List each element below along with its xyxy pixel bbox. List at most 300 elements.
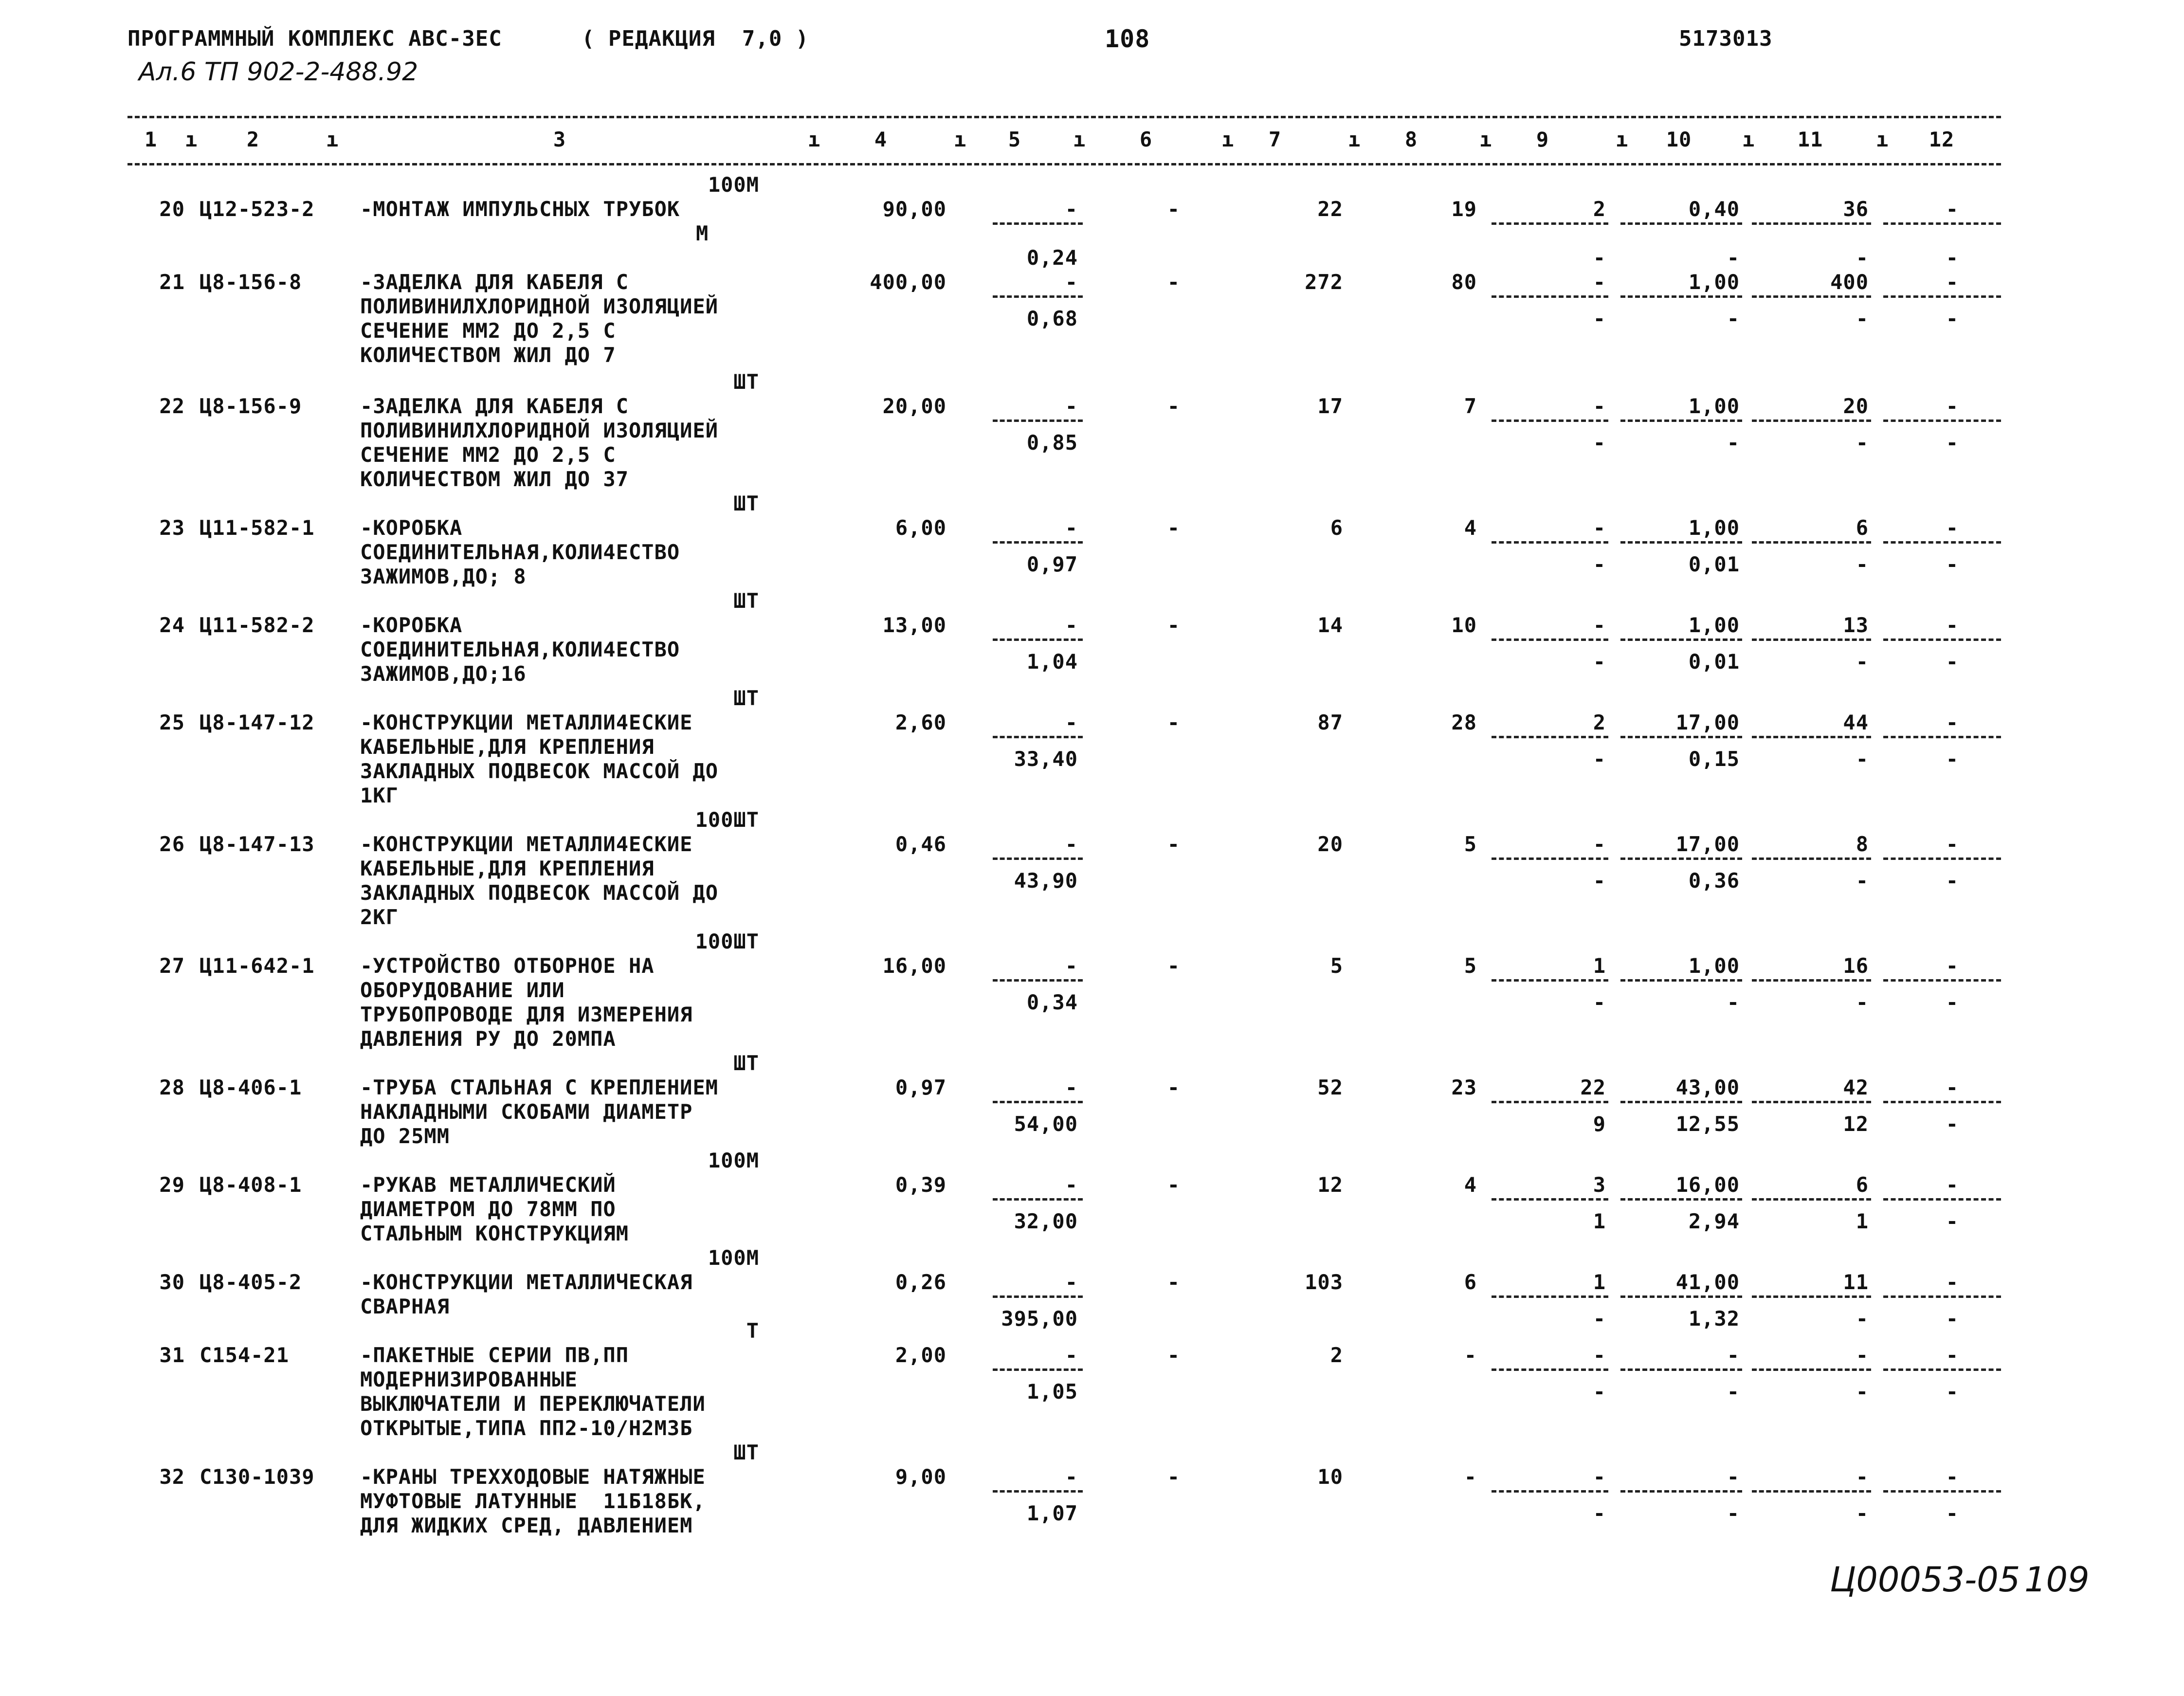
- fraction-line: [993, 1101, 1083, 1103]
- fraction-line: [1752, 295, 1871, 298]
- value-c12-bottom: -: [1946, 1380, 1959, 1404]
- row-number: 30: [159, 1270, 185, 1294]
- value-c11-bottom: -: [1856, 747, 1869, 771]
- value-c10-top: 41,00: [1675, 1270, 1740, 1294]
- value-c11-bottom: 1: [1856, 1209, 1869, 1233]
- fraction-line: [1883, 1368, 2001, 1371]
- value-c9-top: -: [1593, 832, 1606, 856]
- unit-label: ШТ: [733, 1051, 759, 1075]
- value-c5-top: -: [1065, 832, 1078, 856]
- unit-label: 100М: [708, 173, 759, 197]
- work-description: СВАРНАЯ: [360, 1295, 450, 1318]
- norm-code: Ц8-406-1: [200, 1076, 302, 1099]
- value-c8: 6: [1464, 1270, 1477, 1294]
- work-description: ДИАМЕТРОМ ДО 78ММ ПО: [360, 1197, 616, 1221]
- row-number: 27: [159, 954, 185, 978]
- value-c9-bottom: -: [1593, 650, 1606, 674]
- value-c5-bottom: 1,04: [1026, 650, 1078, 674]
- fraction-line: [1883, 857, 2001, 860]
- work-description: ДАВЛЕНИЯ РУ ДО 20МПА: [360, 1027, 616, 1051]
- fraction-line: [993, 1198, 1083, 1201]
- value-c11-bottom: -: [1856, 650, 1869, 674]
- row-number: 28: [159, 1076, 185, 1099]
- column-separator: ı: [1479, 128, 1492, 151]
- fraction-line: [1620, 1295, 1742, 1298]
- value-c10-bottom: 0,15: [1688, 747, 1740, 771]
- value-c7: 12: [1317, 1173, 1343, 1197]
- value-c11-bottom: -: [1856, 1501, 1869, 1525]
- unit-label: ШТ: [733, 370, 759, 394]
- fraction-line: [1492, 1295, 1608, 1298]
- column-header-11: 11: [1797, 128, 1823, 151]
- handwritten-reference: Ал.6 ТП 902-2-488.92: [139, 57, 419, 87]
- header-rule-bottom: [127, 163, 2001, 165]
- value-c11-top: 6: [1856, 516, 1869, 540]
- value-c9-bottom: -: [1593, 990, 1606, 1014]
- work-description: ОТКРЫТЫЕ,ТИПА ПП2-10/Н2М3Б: [360, 1416, 693, 1440]
- value-c11-bottom: -: [1856, 1307, 1869, 1331]
- unit-label: 100М: [708, 1246, 759, 1270]
- column-header-2: 2: [246, 128, 260, 151]
- value-c7: 87: [1317, 711, 1343, 734]
- column-header-8: 8: [1404, 128, 1418, 151]
- work-description: -ТРУБА СТАЛЬНАЯ С КРЕПЛЕНИЕМ: [360, 1076, 719, 1099]
- fraction-line: [993, 295, 1083, 298]
- work-description: ЗАКЛАДНЫХ ПОДВЕСОК МАССОЙ ДО: [360, 881, 719, 905]
- value-c12-top: -: [1946, 1173, 1959, 1197]
- value-c5-bottom: 54,00: [1014, 1112, 1078, 1136]
- fraction-line: [1752, 638, 1871, 641]
- value-c12-top: -: [1946, 1465, 1959, 1489]
- norm-code: Ц8-147-13: [200, 832, 315, 856]
- fraction-line: [1752, 541, 1871, 544]
- fraction-line: [1883, 1198, 2001, 1201]
- value-c11-top: 11: [1843, 1270, 1869, 1294]
- value-c12-top: -: [1946, 613, 1959, 637]
- value-c5-bottom: 395,00: [1001, 1307, 1078, 1331]
- column-header-6: 6: [1139, 128, 1153, 151]
- fraction-line: [993, 979, 1083, 982]
- value-c10-bottom: -: [1727, 1380, 1740, 1404]
- value-c5-bottom: 43,90: [1014, 869, 1078, 893]
- value-c4: 0,26: [895, 1270, 946, 1294]
- value-c8: 5: [1464, 954, 1477, 978]
- row-number: 20: [159, 197, 185, 221]
- value-c10-bottom: -: [1727, 990, 1740, 1014]
- value-c12-top: -: [1946, 1076, 1959, 1099]
- column-header-9: 9: [1536, 128, 1549, 151]
- fraction-line: [1883, 1101, 2001, 1103]
- fraction-line: [1752, 1490, 1871, 1493]
- row-number: 26: [159, 832, 185, 856]
- value-c8: 10: [1451, 613, 1477, 637]
- fraction-line: [1752, 1295, 1871, 1298]
- value-c10-bottom: 0,01: [1688, 552, 1740, 576]
- column-header-5: 5: [1008, 128, 1021, 151]
- fraction-line: [993, 419, 1083, 422]
- value-c8: -: [1464, 1343, 1477, 1367]
- value-c10-bottom: 0,36: [1688, 869, 1740, 893]
- value-c4: 6,00: [895, 516, 946, 540]
- value-c7: 52: [1317, 1076, 1343, 1099]
- row-number: 32: [159, 1465, 185, 1489]
- fraction-line: [1752, 1101, 1871, 1103]
- fraction-line: [993, 857, 1083, 860]
- value-c4: 2,00: [895, 1343, 946, 1367]
- value-c5-bottom: 1,07: [1026, 1501, 1078, 1525]
- row-number: 29: [159, 1173, 185, 1197]
- work-description: КОЛИЧЕСТВОМ ЖИЛ ДО 37: [360, 467, 629, 491]
- fraction-line: [1883, 419, 2001, 422]
- value-c6: -: [1167, 516, 1180, 540]
- header-rule-top: [127, 116, 2001, 118]
- value-c12-top: -: [1946, 516, 1959, 540]
- work-description: -КОНСТРУКЦИИ МЕТАЛЛИ4ЕСКИЕ: [360, 711, 693, 734]
- value-c9-prev: -: [1593, 246, 1606, 270]
- norm-code: С154-21: [200, 1343, 290, 1367]
- work-description: СТАЛЬНЫМ КОНСТРУКЦИЯМ: [360, 1222, 629, 1245]
- fraction-line: [1883, 979, 2001, 982]
- value-c9-bottom: -: [1593, 869, 1606, 893]
- unit-label: ШТ: [733, 589, 759, 613]
- value-c9-top: 22: [1580, 1076, 1606, 1099]
- value-c7: 20: [1317, 832, 1343, 856]
- unit-label: ШТ: [733, 492, 759, 515]
- fraction-line: [993, 736, 1083, 738]
- value-c9-top: 1: [1593, 1270, 1606, 1294]
- work-description: ПОЛИВИНИЛХЛОРИДНОЙ ИЗОЛЯЦИЕЙ: [360, 419, 719, 442]
- column-header-10: 10: [1666, 128, 1692, 151]
- value-c4: 16,00: [882, 954, 946, 978]
- fraction-line: [1752, 1368, 1871, 1371]
- value-c10-top: 0,40: [1688, 197, 1740, 221]
- value-c6: -: [1167, 197, 1180, 221]
- norm-code: Ц11-582-2: [200, 613, 315, 637]
- fraction-line: [1620, 1198, 1742, 1201]
- value-c5-bottom: 0,97: [1026, 552, 1078, 576]
- value-c5-bottom: 33,40: [1014, 747, 1078, 771]
- work-description: ПОЛИВИНИЛХЛОРИДНОЙ ИЗОЛЯЦИЕЙ: [360, 294, 719, 318]
- column-header-3: 3: [553, 128, 566, 151]
- value-c11-top: 36: [1843, 197, 1869, 221]
- value-c9-top: -: [1593, 394, 1606, 418]
- value-c10-top: 1,00: [1688, 516, 1740, 540]
- work-description: -ПАКЕТНЫЕ СЕРИИ ПВ,ПП: [360, 1343, 629, 1367]
- value-c8: -: [1464, 1465, 1477, 1489]
- value-c4: 0,97: [895, 1076, 946, 1099]
- value-c5-top: -: [1065, 1173, 1078, 1197]
- column-header-4: 4: [874, 128, 888, 151]
- value-c4: 2,60: [895, 711, 946, 734]
- value-c7: 2: [1330, 1343, 1343, 1367]
- value-c4: 0,39: [895, 1173, 946, 1197]
- value-c9-bottom: -: [1593, 1307, 1606, 1331]
- fraction-line: [1492, 1198, 1608, 1201]
- value-c6: -: [1167, 711, 1180, 734]
- value-c8: 23: [1451, 1076, 1477, 1099]
- value-c9-bottom: 1: [1593, 1209, 1606, 1233]
- value-c4: 9,00: [895, 1465, 946, 1489]
- value-c4: 13,00: [882, 613, 946, 637]
- fraction-line: [1492, 541, 1608, 544]
- value-c10-bottom: 12,55: [1675, 1112, 1740, 1136]
- value-c7: 14: [1317, 613, 1343, 637]
- work-description: -КОРОБКА: [360, 613, 463, 637]
- value-c5-top: -: [1065, 1076, 1078, 1099]
- value-c11-top: 44: [1843, 711, 1869, 734]
- unit-label: ШТ: [733, 686, 759, 710]
- value-c7: 10: [1317, 1465, 1343, 1489]
- work-description: -МОНТАЖ ИМПУЛЬСНЫХ ТРУБОК: [360, 197, 680, 221]
- work-description: -КОНСТРУКЦИИ МЕТАЛЛИ4ЕСКИЕ: [360, 832, 693, 856]
- norm-code: Ц8-405-2: [200, 1270, 302, 1294]
- edition-label: ( РЕДАКЦИЯ 7,0 ): [582, 26, 809, 51]
- value-c8: 5: [1464, 832, 1477, 856]
- fraction-line: [1752, 979, 1871, 982]
- fraction-line: [1492, 979, 1608, 982]
- fraction-line: [1883, 1295, 2001, 1298]
- value-c5-bottom: 32,00: [1014, 1209, 1078, 1233]
- fraction-line: [993, 638, 1083, 641]
- value-c6: -: [1167, 1465, 1180, 1489]
- work-description: КАБЕЛЬНЫЕ,ДЛЯ КРЕПЛЕНИЯ: [360, 857, 655, 880]
- column-header-12: 12: [1929, 128, 1955, 151]
- value-c12-top: -: [1946, 270, 1959, 294]
- column-separator: ı: [1876, 128, 1889, 151]
- page-number: 108: [1105, 25, 1150, 53]
- value-c7: 17: [1317, 394, 1343, 418]
- norm-code: Ц8-147-12: [200, 711, 315, 734]
- unit-label: 100М: [708, 1149, 759, 1172]
- norm-code: Ц11-642-1: [200, 954, 315, 978]
- value-c8: 80: [1451, 270, 1477, 294]
- norm-code: Ц8-156-8: [200, 270, 302, 294]
- value-c12-bottom: -: [1946, 650, 1959, 674]
- value-c12-top: -: [1946, 832, 1959, 856]
- work-description: ОБОРУДОВАНИЕ ИЛИ: [360, 978, 565, 1002]
- value-c11-bottom: -: [1856, 869, 1869, 893]
- fraction-line: [1620, 638, 1742, 641]
- value-c9-top: -: [1593, 613, 1606, 637]
- value-c11-bottom: -: [1856, 431, 1869, 455]
- value-c9-top: 1: [1593, 954, 1606, 978]
- fraction-line: [993, 1490, 1083, 1493]
- value-c10-top: 1,00: [1688, 613, 1740, 637]
- work-description: ЗАЖИМОВ,ДО; 8: [360, 565, 527, 588]
- work-description: -КРАНЫ ТРЕХХОДОВЫЕ НАТЯЖНЫЕ: [360, 1465, 706, 1489]
- value-c8: 4: [1464, 1173, 1477, 1197]
- fraction-line: [1492, 295, 1608, 298]
- value-c7: 272: [1305, 270, 1343, 294]
- fraction-line: [1620, 857, 1742, 860]
- value-c6: -: [1167, 1343, 1180, 1367]
- column-separator: ı: [954, 128, 967, 151]
- fraction-line: [993, 1368, 1083, 1371]
- value-c10-top: 1,00: [1688, 954, 1740, 978]
- value-c5-bottom: 0,34: [1026, 990, 1078, 1014]
- work-description: КОЛИЧЕСТВОМ ЖИЛ ДО 7: [360, 343, 616, 367]
- value-c5-top: -: [1065, 613, 1078, 637]
- footer-stamp: Ц00053-05: [1830, 1560, 2020, 1600]
- fraction-line: [1883, 222, 2001, 225]
- value-c11-top: 8: [1856, 832, 1869, 856]
- row-number: 24: [159, 613, 185, 637]
- fraction-line: [1752, 419, 1871, 422]
- fraction-line: [1752, 222, 1871, 225]
- value-c12-bottom: -: [1946, 1307, 1959, 1331]
- work-description: КАБЕЛЬНЫЕ,ДЛЯ КРЕПЛЕНИЯ: [360, 735, 655, 759]
- value-c9-bottom: -: [1593, 1380, 1606, 1404]
- value-c12-top: -: [1946, 1343, 1959, 1367]
- fraction-line: [1620, 222, 1742, 225]
- value-c5-prev: 0,24: [1026, 246, 1078, 270]
- value-c5-top: -: [1065, 270, 1078, 294]
- value-c6: -: [1167, 1076, 1180, 1099]
- row-number: 25: [159, 711, 185, 734]
- norm-code: Ц8-408-1: [200, 1173, 302, 1197]
- value-c9-top: -: [1593, 516, 1606, 540]
- row-number: 31: [159, 1343, 185, 1367]
- value-c12-top: -: [1946, 954, 1959, 978]
- work-description: 2КГ: [360, 905, 399, 929]
- work-description: -ЗАДЕЛКА ДЛЯ КАБЕЛЯ С: [360, 394, 629, 418]
- value-c11-bottom: 12: [1843, 1112, 1869, 1136]
- work-description: -КОНСТРУКЦИИ МЕТАЛЛИЧЕСКАЯ: [360, 1270, 693, 1294]
- value-c5-top: -: [1065, 197, 1078, 221]
- value-c5-top: -: [1065, 954, 1078, 978]
- value-c10-bottom: -: [1727, 307, 1740, 330]
- value-c9-bottom: -: [1593, 1501, 1606, 1525]
- value-c5-top: -: [1065, 711, 1078, 734]
- value-c4: 0,46: [895, 832, 946, 856]
- value-c10-bottom: 2,94: [1688, 1209, 1740, 1233]
- work-description: ДО 25ММ: [360, 1124, 450, 1148]
- value-c6: -: [1167, 1173, 1180, 1197]
- value-c12-bottom: -: [1946, 869, 1959, 893]
- fraction-line: [1752, 1198, 1871, 1201]
- value-c4: 400,00: [870, 270, 946, 294]
- work-description: СОЕДИНИТЕЛЬНАЯ,КОЛИ4ЕСТВО: [360, 540, 680, 564]
- fraction-line: [1620, 979, 1742, 982]
- value-c12-top: -: [1946, 711, 1959, 734]
- unit-label: Т: [746, 1319, 759, 1343]
- fraction-line: [1620, 419, 1742, 422]
- value-c9-bottom: -: [1593, 307, 1606, 330]
- value-c9-top: -: [1593, 270, 1606, 294]
- value-c7: 5: [1330, 954, 1343, 978]
- column-separator: ı: [185, 128, 198, 151]
- fraction-line: [1752, 857, 1871, 860]
- value-c12-top: -: [1946, 1270, 1959, 1294]
- fraction-line: [1620, 1368, 1742, 1371]
- value-c12-bottom: -: [1946, 431, 1959, 455]
- value-c10-top: 16,00: [1675, 1173, 1740, 1197]
- value-c9-bottom: -: [1593, 552, 1606, 576]
- value-c6: -: [1167, 1270, 1180, 1294]
- fraction-line: [1752, 736, 1871, 738]
- work-description: МОДЕРНИЗИРОВАННЫЕ: [360, 1368, 578, 1391]
- column-separator: ı: [1742, 128, 1755, 151]
- value-c12-top: -: [1946, 197, 1959, 221]
- row-number: 23: [159, 516, 185, 540]
- unit-label: 100ШТ: [695, 930, 759, 953]
- value-c9-bottom: 9: [1593, 1112, 1606, 1136]
- value-c9-top: -: [1593, 1343, 1606, 1367]
- value-c12-bottom: -: [1946, 552, 1959, 576]
- value-c8: 4: [1464, 516, 1477, 540]
- work-description: СЕЧЕНИЕ ММ2 ДО 2,5 С: [360, 319, 616, 343]
- value-c6: -: [1167, 832, 1180, 856]
- unit-label: ШТ: [733, 1441, 759, 1464]
- work-description: ЗАКЛАДНЫХ ПОДВЕСОК МАССОЙ ДО: [360, 759, 719, 783]
- footer-page-number: 109: [2024, 1560, 2090, 1600]
- value-c9-bottom: -: [1593, 431, 1606, 455]
- value-c12-bottom: -: [1946, 747, 1959, 771]
- value-c10-top: 17,00: [1675, 711, 1740, 734]
- value-c9-top: -: [1593, 1465, 1606, 1489]
- value-c10-prev: -: [1727, 246, 1740, 270]
- column-separator: ı: [1221, 128, 1235, 151]
- value-c6: -: [1167, 270, 1180, 294]
- fraction-line: [1620, 736, 1742, 738]
- value-c9-top: 2: [1593, 197, 1606, 221]
- fraction-line: [1620, 295, 1742, 298]
- value-c5-bottom: 1,05: [1026, 1380, 1078, 1404]
- value-c5-top: -: [1065, 1343, 1078, 1367]
- value-c7: 22: [1317, 197, 1343, 221]
- value-c5-top: -: [1065, 1465, 1078, 1489]
- fraction-line: [1883, 1490, 2001, 1493]
- value-c4: 90,00: [882, 197, 946, 221]
- value-c10-bottom: -: [1727, 1501, 1740, 1525]
- value-c12-prev: -: [1946, 246, 1959, 270]
- work-description: -РУКАВ МЕТАЛЛИЧЕСКИЙ: [360, 1173, 616, 1197]
- work-description: -УСТРОЙСТВО ОТБОРНОЕ НА: [360, 954, 655, 978]
- fraction-line: [1883, 295, 2001, 298]
- column-header-7: 7: [1268, 128, 1282, 151]
- program-title: ПРОГРАММНЫЙ КОМПЛЕКС АВС-3ЕС: [127, 26, 502, 51]
- fraction-line: [1492, 857, 1608, 860]
- row-number: 21: [159, 270, 185, 294]
- value-c5-bottom: 0,85: [1026, 431, 1078, 455]
- work-description: М: [696, 221, 709, 245]
- fraction-line: [1492, 638, 1608, 641]
- value-c5-bottom: 0,68: [1026, 307, 1078, 330]
- work-description: ДЛЯ ЖИДКИХ СРЕД, ДАВЛЕНИЕМ: [360, 1514, 693, 1537]
- fraction-line: [1620, 1490, 1742, 1493]
- value-c11-top: 16: [1843, 954, 1869, 978]
- value-c10-bottom: -: [1727, 431, 1740, 455]
- value-c12-bottom: -: [1946, 1112, 1959, 1136]
- fraction-line: [993, 541, 1083, 544]
- value-c9-top: 2: [1593, 711, 1606, 734]
- fraction-line: [1492, 222, 1608, 225]
- value-c6: -: [1167, 394, 1180, 418]
- value-c11-bottom: -: [1856, 1380, 1869, 1404]
- value-c11-top: 6: [1856, 1173, 1869, 1197]
- value-c11-bottom: -: [1856, 307, 1869, 330]
- value-c12-bottom: -: [1946, 1209, 1959, 1233]
- unit-label: 100ШТ: [695, 808, 759, 832]
- value-c11-top: 20: [1843, 394, 1869, 418]
- work-description: ТРУБОПРОВОДЕ ДЛЯ ИЗМЕРЕНИЯ: [360, 1003, 693, 1026]
- work-description: НАКЛАДНЫМИ СКОБАМИ ДИАМЕТР: [360, 1100, 693, 1124]
- fraction-line: [1492, 736, 1608, 738]
- value-c12-bottom: -: [1946, 307, 1959, 330]
- value-c7: 103: [1305, 1270, 1343, 1294]
- value-c4: 20,00: [882, 394, 946, 418]
- value-c10-top: 1,00: [1688, 270, 1740, 294]
